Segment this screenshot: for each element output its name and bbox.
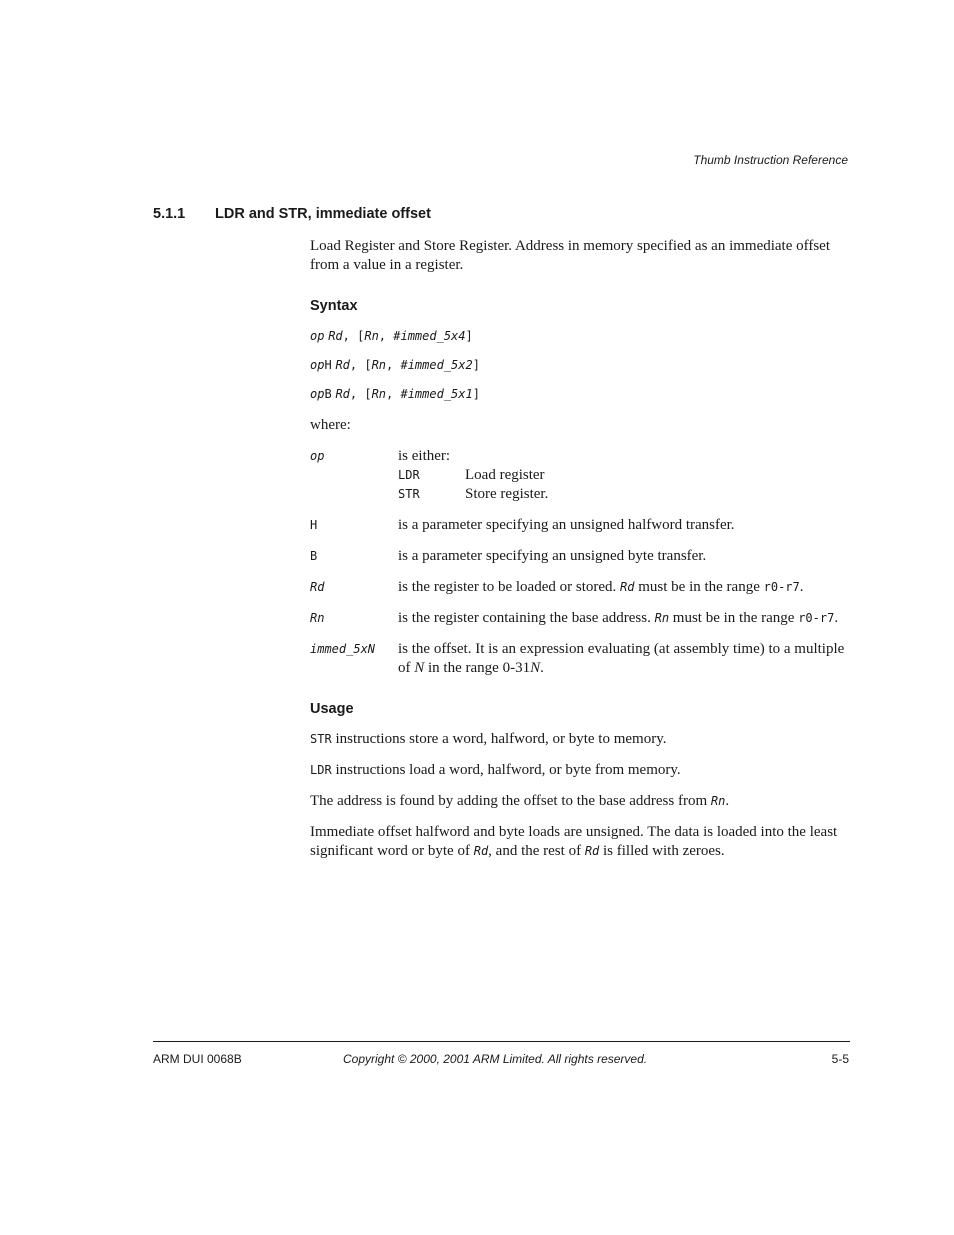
op-option-ldr: LDR Load register	[398, 467, 545, 483]
param-desc: is the register containing the base address. Rn must be in the range r0-r7.	[398, 610, 839, 626]
usage-heading: Usage	[310, 701, 354, 717]
where-label: where:	[310, 417, 351, 433]
param-term: Rd	[310, 580, 325, 594]
usage-paragraph-ldr: LDR instructions load a word, halfword, or byte from memory.	[310, 762, 681, 778]
syntax-line-word: op Rd, [Rn, #immed_5x4]	[310, 329, 473, 343]
op-option-str: STR Store register.	[398, 486, 549, 502]
section-number: 5.1.1	[153, 206, 186, 222]
usage-paragraph-address: The address is found by adding the offset to the base address from Rn.	[310, 793, 730, 809]
param-desc: is a parameter specifying an unsigned halfword transfer.	[398, 517, 735, 533]
param-b	[310, 547, 850, 566]
footer-copyright: Copyright © 2000, 2001 ARM Limited. All rights reserved.	[343, 1052, 648, 1066]
param-desc: is either:	[398, 448, 451, 464]
param-rn	[310, 609, 850, 628]
usage-paragraph-str: STR instructions store a word, halfword, or byte to memory.	[310, 731, 667, 747]
param-desc: is a parameter specifying an unsigned byte transfer.	[398, 548, 707, 564]
param-rd	[310, 578, 850, 597]
intro-paragraph: Load Register and Store Register. Address in memory specified as an immediate offset from a value in a register.	[310, 238, 831, 273]
footer-page-number: 5-5	[831, 1052, 849, 1066]
usage-paragraph-unsigned: Immediate offset halfword and byte loads are unsigned. The data is loaded into the least significant word or byte of Rd, and the rest of Rd is filled with zeroes.	[310, 824, 838, 859]
syntax-line-halfword: opH Rd, [Rn, #immed_5x2]	[310, 358, 480, 372]
param-term: immed_5xN	[310, 642, 376, 656]
footer-divider	[153, 1041, 850, 1042]
running-header: Thumb Instruction Reference	[693, 153, 848, 167]
param-h	[310, 516, 850, 535]
section-heading	[153, 206, 431, 222]
param-op	[310, 447, 850, 504]
parameter-list	[310, 447, 850, 678]
param-term: Rn	[310, 611, 325, 625]
footer-doc-id: ARM DUI 0068B	[153, 1052, 242, 1066]
syntax-line-byte: opB Rd, [Rn, #immed_5x1]	[310, 387, 480, 401]
param-term: op	[310, 449, 325, 463]
param-immed	[310, 640, 850, 678]
param-term: B	[310, 549, 318, 563]
param-desc: is the offset. It is an expression evaluating (at assembly time) to a multiple of N in the range 0-31N.	[398, 641, 845, 676]
param-desc: is the register to be loaded or stored. Rd must be in the range r0-r7.	[398, 579, 804, 595]
main-content	[310, 237, 850, 873]
syntax-heading: Syntax	[310, 298, 358, 314]
param-term: H	[310, 518, 318, 532]
section-title: LDR and STR, immediate offset	[215, 206, 431, 222]
